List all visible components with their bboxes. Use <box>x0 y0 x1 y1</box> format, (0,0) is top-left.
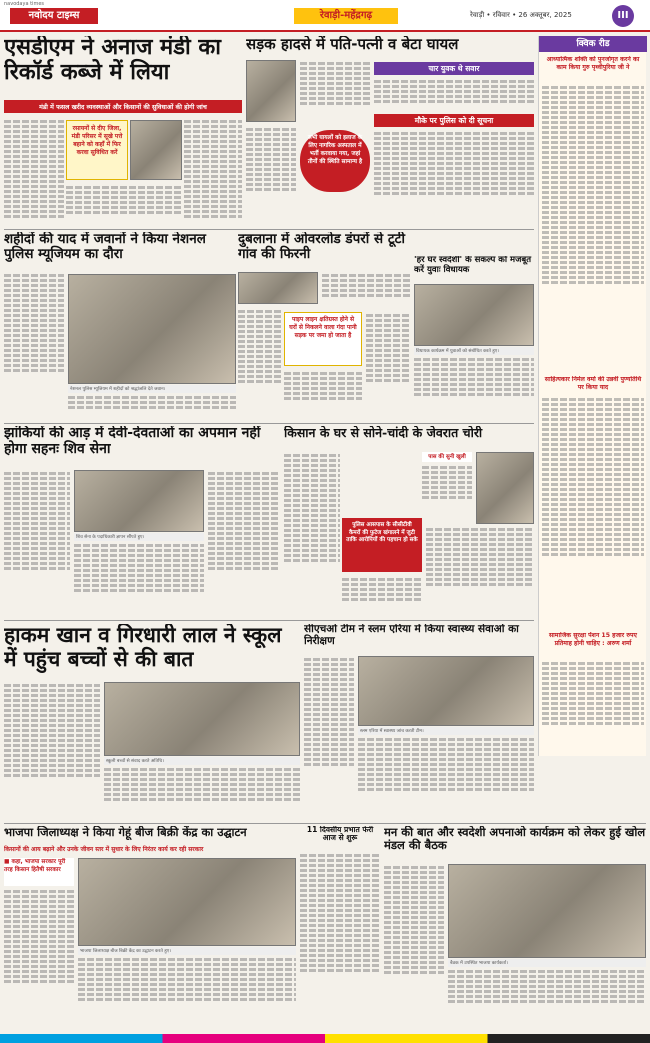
photo-caption: बैठक में उपस्थित भाजपा कार्यकर्ता। <box>448 959 646 967</box>
brand-logo: नवोदय टाइम्स <box>10 8 98 24</box>
body-text <box>374 78 534 112</box>
pull-quote: सभी घायलों को इलाज के लिए नागरिक अस्पताल में भर्ती करवाया गया, जहां तीनों की स्थिति सामान्य है <box>300 130 370 192</box>
body-text <box>4 272 64 420</box>
photo-caption: विधायक कार्यक्रम में युवाओं को संबोधित करते हुए। <box>414 347 534 355</box>
body-text <box>426 526 534 616</box>
story-photo <box>130 120 182 180</box>
body-text <box>284 370 362 420</box>
photo-caption: भाजपा जिलाध्यक्ष बीज बिक्री केंद्र का उद्घाटन करते हुए। <box>78 947 296 955</box>
story-prabhat-pheri <box>300 826 380 1026</box>
story-bjp-seed <box>4 826 296 1026</box>
body-text <box>208 470 280 616</box>
quick-read-title: क्विक रीड <box>539 36 647 52</box>
headline[interactable]: झांकियों की आड़ में देवी-देवताओं का अपमान नहीं होगा सहनः शिव सेना <box>4 426 261 457</box>
body-text <box>284 452 340 616</box>
photo-caption: स्कूली बच्चों से संवाद करते अतिथि। <box>104 757 300 765</box>
body-text <box>542 84 644 370</box>
health-photo <box>358 656 534 726</box>
body-text <box>74 542 204 616</box>
body-text <box>366 312 410 420</box>
body-text <box>4 682 100 820</box>
quick-read-item-3[interactable]: सामाजिक सुरक्षा पेंशन 15 हजार रुपए प्रतिमाह होनी चाहिए : अरुण शर्मा <box>549 632 637 647</box>
story-swadeshi <box>414 256 534 420</box>
body-text <box>66 184 182 226</box>
story-dublana <box>238 232 410 420</box>
story-sdm <box>4 36 242 226</box>
headline[interactable]: शहीदों की याद में जवानों ने किया नेशनल पुलिस म्यूजियम का दौरा <box>4 232 206 263</box>
body-text <box>300 852 380 1026</box>
masthead-url: navodaya times <box>4 1 45 7</box>
story-hakam-khan <box>4 624 300 820</box>
museum-photo <box>68 274 236 384</box>
body-text <box>384 864 444 1026</box>
headline[interactable]: सड़क हादसे में पति-पत्नी व बेटा घायल <box>246 36 459 53</box>
quick-read-sidebar <box>538 36 646 756</box>
kicker: ■ कहा, भाजपा सरकार पूरी तरह किसान हितैषी सरकार <box>4 858 74 886</box>
photo-caption: शिव सेना के पदाधिकारी ज्ञापन सौंपते हुए। <box>74 533 204 541</box>
school-photo <box>104 682 300 756</box>
headline[interactable]: दुबलाना में ओवरलोड डंपरों से टूटी गांव की फिरनी <box>238 232 405 263</box>
headline[interactable]: भाजपा जिलाध्यक्ष ने किया गेहूं बीज बिक्री केंद्र का उद्घाटन <box>4 826 247 839</box>
body-text <box>184 118 242 226</box>
story-theft <box>284 426 534 616</box>
body-text <box>4 888 74 1026</box>
story-accident <box>246 36 534 226</box>
footer-strip <box>0 1034 650 1043</box>
city-edition: रेवाड़ी-महेंद्रगढ़ <box>294 8 398 24</box>
pull-quote: पुलिस आसपास के सीसीटीवी कैमरों की फुटेज खंगालने में जुटी ताकि आरोपियों की पहचान हो सके <box>342 518 422 572</box>
body-text <box>448 968 646 1026</box>
body-text <box>542 396 644 626</box>
body-text <box>414 356 534 420</box>
body-text <box>246 126 296 226</box>
body-text <box>322 272 410 310</box>
body-text <box>358 736 534 820</box>
headline[interactable]: 'हर घर स्वदेशी' के संकल्प को मजबूत करें युवाः विधायक <box>414 256 532 275</box>
headline[interactable]: 11 दिवसीय प्रभात फेरी आज से शुरू <box>306 826 374 843</box>
body-text <box>78 956 296 1026</box>
headline[interactable]: किसान के घर से सोने-चांदी के जेवरात चोरी <box>284 426 483 440</box>
story-mann-ki-baat <box>384 826 646 1026</box>
body-text <box>300 60 370 126</box>
body-text <box>304 656 354 820</box>
body-text <box>374 130 534 226</box>
subhead: किसानों की आय बढ़ाने और उनके जीवन स्तर में सुधार के लिए निरंतर कार्य कर रही सरकार <box>4 846 204 853</box>
story-shiv-sena <box>4 426 280 616</box>
kicker: पास की सुनी खुली <box>422 452 472 462</box>
headline[interactable]: हाकम खान व गिरधारी लाल ने स्कूल में पहुंच बच्चों से की बात <box>4 624 282 671</box>
body-text <box>4 118 64 226</box>
body-text <box>238 308 282 420</box>
date-line: रेवाड़ी • रविवार • 26 अक्तूबर, 2025 <box>470 11 572 19</box>
pull-quote: पाइप लाइन क्षतिग्रस्त होने से घरों से निकलने वाला गंदा पानी सड़क पर जमा हो जाता है <box>284 312 362 366</box>
page-number: III <box>612 5 634 27</box>
story-police-museum <box>4 232 236 420</box>
body-text <box>4 470 70 616</box>
meeting-photo <box>448 864 646 958</box>
headline[interactable]: एसडीएम ने अनाज मंडी का रिकॉर्ड कब्जे में लिया <box>4 36 221 85</box>
photo-caption: नेशनल पुलिस म्यूजियम में शहीदों को श्रद्धांजलि देते जवान। <box>68 385 236 393</box>
headline[interactable]: मन की बात और स्वदेशी अपनाओ कार्यक्रम को लेकर हुई खोल मंडल की बैठक <box>384 826 646 852</box>
road-photo <box>238 272 318 304</box>
photo-caption: स्लम एरिया में स्वास्थ्य जांच करती टीम। <box>358 727 534 735</box>
masthead <box>0 0 650 32</box>
body-text <box>104 766 300 820</box>
body-text <box>542 660 644 754</box>
subhead: मंडी में फसल खरीद व्यवस्थाओं और किसानों की सुविधाओं की होगी जांच <box>4 100 242 113</box>
kicker-four-youths: चार युवक थे सवार <box>374 62 534 75</box>
accident-photo <box>246 60 296 122</box>
memorandum-photo <box>74 470 204 532</box>
pull-quote: रसायनों से दीए जिला, मंडी परिसर में सूखे पत्ते बहाने को कहाँ में फिर करवा सुविधित करें <box>66 120 128 180</box>
body-text <box>68 394 236 420</box>
body-text <box>342 576 422 616</box>
kicker-police-informed: मौके पर पुलिस को दी सूचना <box>374 114 534 127</box>
inauguration-photo <box>78 858 296 946</box>
headline[interactable]: सीएचओ टीम ने स्लम एरिया में किया स्वास्थ्य सेवाओं का निरीक्षण <box>304 624 519 647</box>
story-cho-team <box>304 624 534 820</box>
quick-read-item-1[interactable]: आध्यात्मिक शक्ति को पुनर्जागृत करने का काम किया गुरु पृथ्वीपुरिया जी ने <box>546 56 640 71</box>
event-photo <box>414 284 534 346</box>
theft-photo <box>476 452 534 524</box>
body-text <box>422 464 472 516</box>
quick-read-item-2[interactable]: साहित्यकार निर्मल वर्मा की उन्नवीं पुण्यतिथि पर किया याद <box>544 376 642 391</box>
